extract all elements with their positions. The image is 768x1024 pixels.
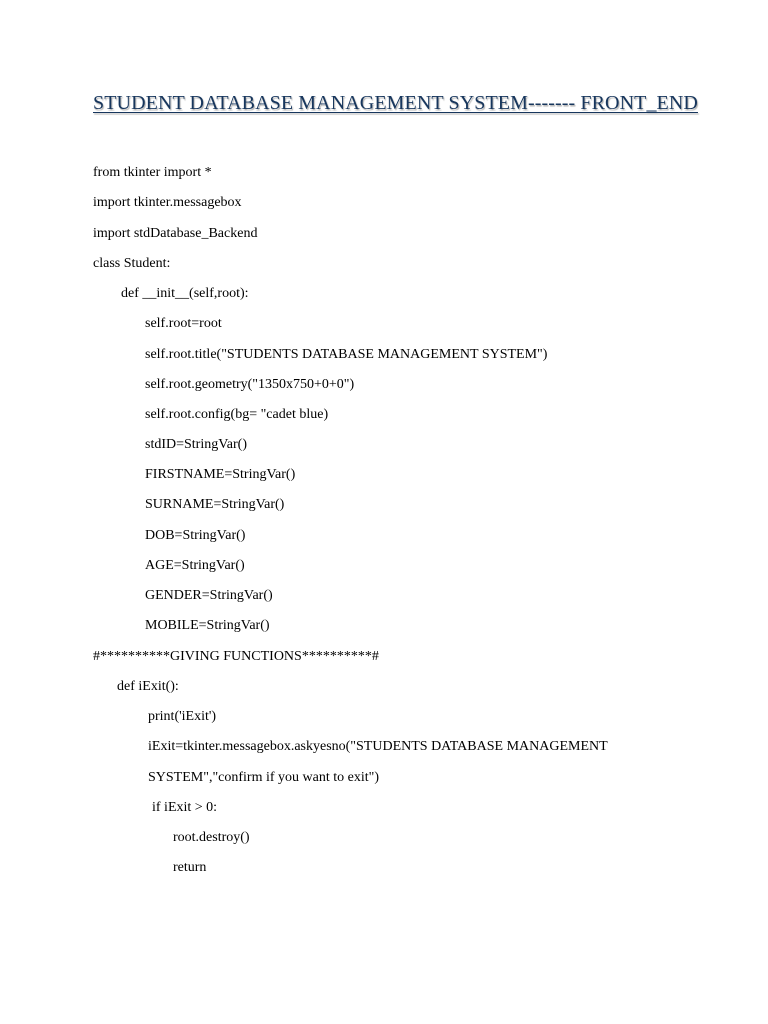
document-title: STUDENT DATABASE MANAGEMENT SYSTEM------- FRONT_END [93, 92, 698, 114]
code-line: DOB=StringVar() [145, 528, 246, 543]
code-line: iExit=tkinter.messagebox.askyesno("STUDENTS DATABASE MANAGEMENT [148, 739, 608, 754]
code-line: self.root=root [145, 316, 222, 331]
code-line: self.root.config(bg= "cadet blue) [145, 407, 329, 422]
code-line: from tkinter import * [93, 165, 212, 180]
code-line: SYSTEM","confirm if you want to exit") [148, 770, 380, 785]
code-line: AGE=StringVar() [145, 558, 245, 573]
code-line: if iExit > 0: [152, 800, 218, 815]
code-line: self.root.title("STUDENTS DATABASE MANAGEMENT SYSTEM") [145, 347, 548, 362]
code-comment-line: #**********GIVING FUNCTIONS**********# [93, 649, 379, 664]
code-line: return [173, 860, 207, 875]
code-line: def __init__(self,root): [121, 286, 249, 301]
code-line: stdID=StringVar() [145, 437, 247, 452]
code-line: import stdDatabase_Backend [93, 226, 258, 241]
code-line: FIRSTNAME=StringVar() [145, 467, 296, 482]
code-line: MOBILE=StringVar() [145, 618, 270, 633]
code-line: SURNAME=StringVar() [145, 497, 285, 512]
code-line: root.destroy() [173, 830, 250, 845]
code-line: class Student: [93, 256, 171, 271]
code-line: print('iExit') [148, 709, 217, 724]
code-line: def iExit(): [117, 679, 179, 694]
code-line: self.root.geometry("1350x750+0+0") [145, 377, 355, 392]
code-line: GENDER=StringVar() [145, 588, 273, 603]
code-line: import tkinter.messagebox [93, 195, 242, 210]
